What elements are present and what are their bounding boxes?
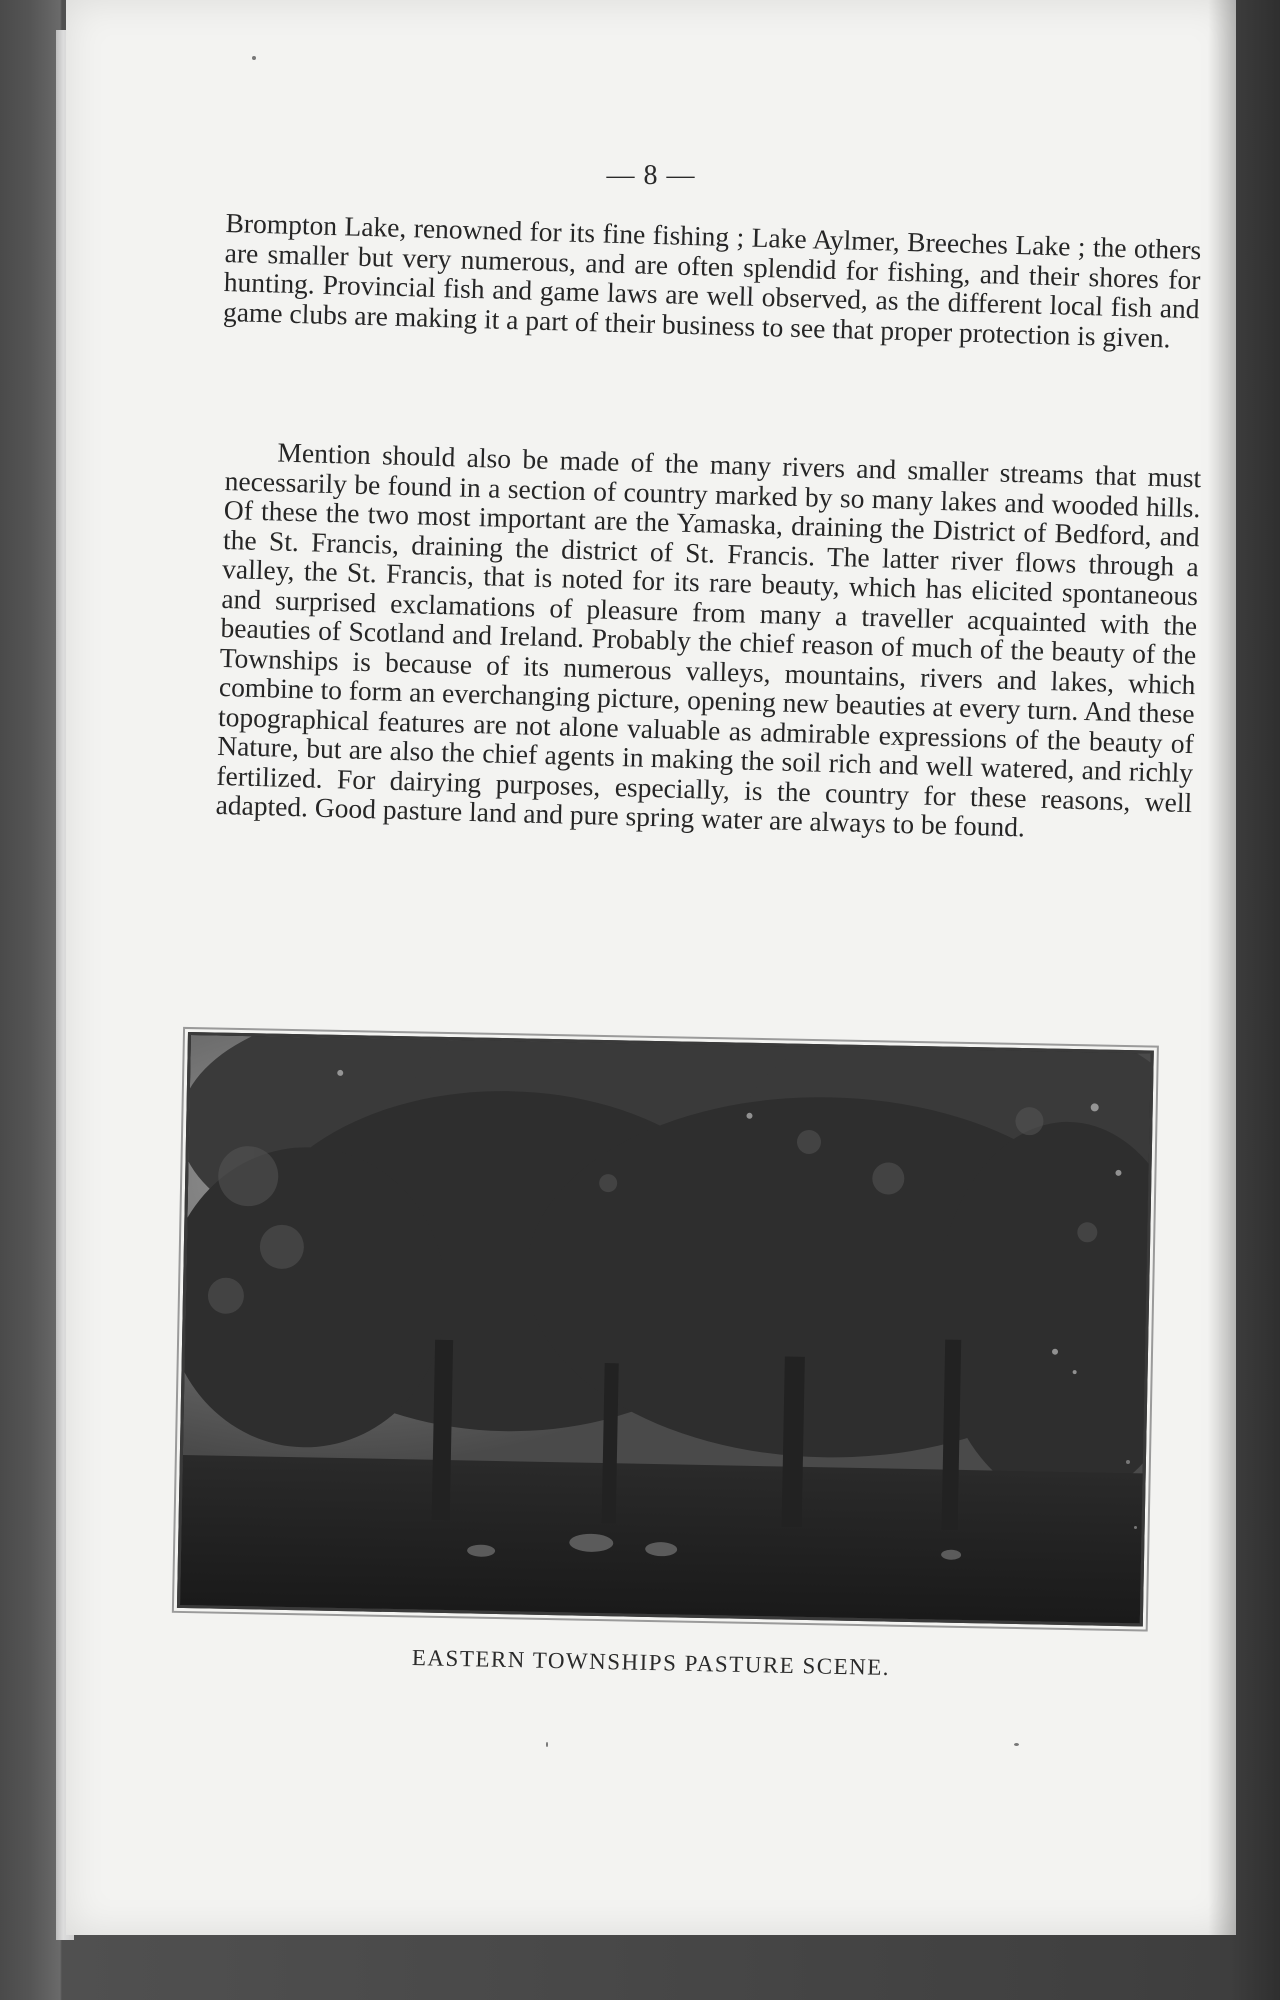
paragraph-2 <box>215 436 1201 847</box>
paragraph-text: Brompton Lake, renowned for its fine fishing ; Lake Aylmer, Breeches Lake ; the others are smaller but very numerous, and are often splendid for fishing, and their shores for hunting. Provincial fish and game laws are well observed, as the different local fish and game clubs are making it a part of their business to see that proper protection is given. <box>222 207 1202 353</box>
paper-speck <box>1134 1526 1137 1529</box>
paper-speck <box>1126 1460 1130 1464</box>
page-number: — 8 — <box>606 160 696 191</box>
page-shadow <box>1208 0 1236 1935</box>
figure-caption: EASTERN TOWNSHIPS PASTURE SCENE. <box>411 1644 891 1681</box>
paragraph-text: Mention should also be made of the many rivers and smaller streams that must necessarily be found in a section of country marked by so many lakes and wooded hills. Of these the two most important are the Yamaska, draining the District of Bedford, and the St. Francis, draining the district of St. Francis. The latter river flows through a valley, the St. Francis, that is noted for its rare beauty, which has elicited spontaneous and surprised exclamations of pleasure from many a traveller acquainted with the beauties of Scotland and Ireland. Probably the chief reason of much of the beauty of the Townships is because of its numerous valleys, mountains, rivers and lakes, which combine to form an everchanging picture, opening new beauties at every turn. And these topographical features are not alone valuable as admirable expressions of the beauty of Nature, but are also the chief agents in making the soil rich and well watered, and richly fertilized. For dairying purposes, especially, is the country for these reasons, well adapted. Good pasture land and pure spring water are always to be found. <box>215 436 1202 843</box>
tree-scene-image <box>180 1035 1151 1623</box>
pasture-photo <box>177 1032 1154 1626</box>
paragraph-1 <box>223 208 1202 353</box>
paper-speck <box>546 1742 548 1747</box>
book-page <box>66 0 1236 1935</box>
paper-speck <box>252 56 256 60</box>
paper-speck <box>1014 1743 1019 1746</box>
